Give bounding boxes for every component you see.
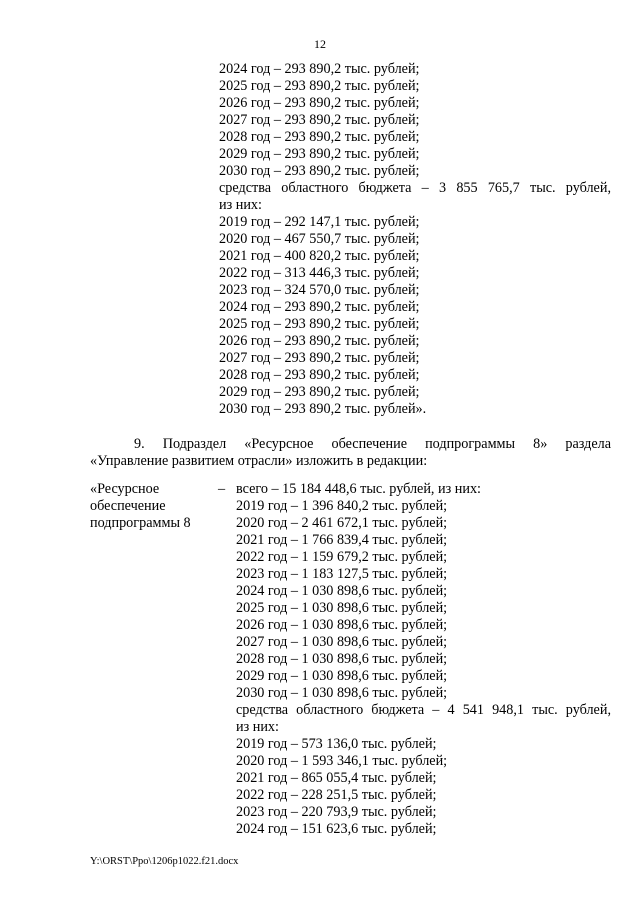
year-line: 2026 год – 293 890,2 тыс. рублей; xyxy=(219,95,420,111)
funding-block-continued xyxy=(219,61,611,418)
year-line: 2028 год – 1 030 898,6 тыс. рублей; xyxy=(236,651,448,667)
year-line: 2028 год – 293 890,2 тыс. рублей; xyxy=(219,129,420,145)
year-line: 2027 год – 293 890,2 тыс. рублей; xyxy=(219,112,420,128)
year-line: 2022 год – 228 251,5 тыс. рублей; xyxy=(236,787,437,803)
year-line: 2021 год – 1 766 839,4 тыс. рублей; xyxy=(236,532,448,548)
year-line: 2023 год – 220 793,9 тыс. рублей; xyxy=(236,804,437,820)
file-path-footer: Y:\ORST\Ppo\1206p1022.f21.docx xyxy=(90,856,239,867)
year-line: 2027 год – 293 890,2 тыс. рублей; xyxy=(219,350,420,366)
year-line: 2019 год – 573 136,0 тыс. рублей; xyxy=(236,736,437,752)
year-line: 2030 год – 293 890,2 тыс. рублей; xyxy=(219,163,420,179)
regional-budget-line: средства областного бюджета – 3 855 765,7 тыс. рублей, xyxy=(219,180,611,196)
page-number: 12 xyxy=(314,37,326,51)
year-line: 2020 год – 2 461 672,1 тыс. рублей; xyxy=(236,515,448,531)
year-line: 2030 год – 1 030 898,6 тыс. рублей; xyxy=(236,685,448,701)
year-line: 2022 год – 313 446,3 тыс. рублей; xyxy=(219,265,420,281)
resource-label-line: «Ресурсное xyxy=(90,481,160,497)
year-line: 2029 год – 1 030 898,6 тыс. рублей; xyxy=(236,668,448,684)
year-line: 2025 год – 293 890,2 тыс. рублей; xyxy=(219,78,420,94)
year-line: 2020 год – 1 593 346,1 тыс. рублей; xyxy=(236,753,448,769)
resource-label-line: подпрограммы 8 xyxy=(90,515,191,531)
year-line: 2029 год – 293 890,2 тыс. рублей; xyxy=(219,146,420,162)
resource-values xyxy=(236,481,611,838)
year-line: 2023 год – 324 570,0 тыс. рублей; xyxy=(219,282,420,298)
of-which-line: из них: xyxy=(219,197,262,213)
total-line: всего – 15 184 448,6 тыс. рублей, из них: xyxy=(236,481,481,497)
year-line: 2022 год – 1 159 679,2 тыс. рублей; xyxy=(236,549,448,565)
year-line: 2025 год – 1 030 898,6 тыс. рублей; xyxy=(236,600,448,616)
resource-label xyxy=(90,481,191,532)
year-line: 2029 год – 293 890,2 тыс. рублей; xyxy=(219,384,420,400)
year-line: 2023 год – 1 183 127,5 тыс. рублей; xyxy=(236,566,448,582)
year-line: 2020 год – 467 550,7 тыс. рублей; xyxy=(219,231,420,247)
year-line: 2024 год – 293 890,2 тыс. рублей; xyxy=(219,61,420,77)
year-line: 2030 год – 293 890,2 тыс. рублей». xyxy=(219,401,427,417)
year-line: 2019 год – 1 396 840,2 тыс. рублей; xyxy=(236,498,448,514)
year-line: 2021 год – 400 820,2 тыс. рублей; xyxy=(219,248,420,264)
year-line: 2028 год – 293 890,2 тыс. рублей; xyxy=(219,367,420,383)
year-line: 2024 год – 1 030 898,6 тыс. рублей; xyxy=(236,583,448,599)
year-line: 2026 год – 293 890,2 тыс. рублей; xyxy=(219,333,420,349)
year-line: 2021 год – 865 055,4 тыс. рублей; xyxy=(236,770,437,786)
paragraph-9-line-1: 9. Подраздел «Ресурсное обеспечение подпрограммы 8» раздела xyxy=(134,436,611,452)
year-line: 2024 год – 293 890,2 тыс. рублей; xyxy=(219,299,420,315)
resource-label-line: обеспечение xyxy=(90,498,166,514)
year-line: 2027 год – 1 030 898,6 тыс. рублей; xyxy=(236,634,448,650)
regional-budget-line: средства областного бюджета – 4 541 948,1 тыс. рублей, xyxy=(236,702,611,718)
paragraph-9 xyxy=(90,436,611,470)
year-line: 2024 год – 151 623,6 тыс. рублей; xyxy=(236,821,437,837)
year-line: 2026 год – 1 030 898,6 тыс. рублей; xyxy=(236,617,448,633)
paragraph-9-line-2: «Управление развитием отрасли» изложить в редакции: xyxy=(90,453,428,469)
year-line: 2025 год – 293 890,2 тыс. рублей; xyxy=(219,316,420,332)
separator-dash: – xyxy=(218,481,226,497)
year-line: 2019 год – 292 147,1 тыс. рублей; xyxy=(219,214,420,230)
of-which-line: из них: xyxy=(236,719,279,735)
